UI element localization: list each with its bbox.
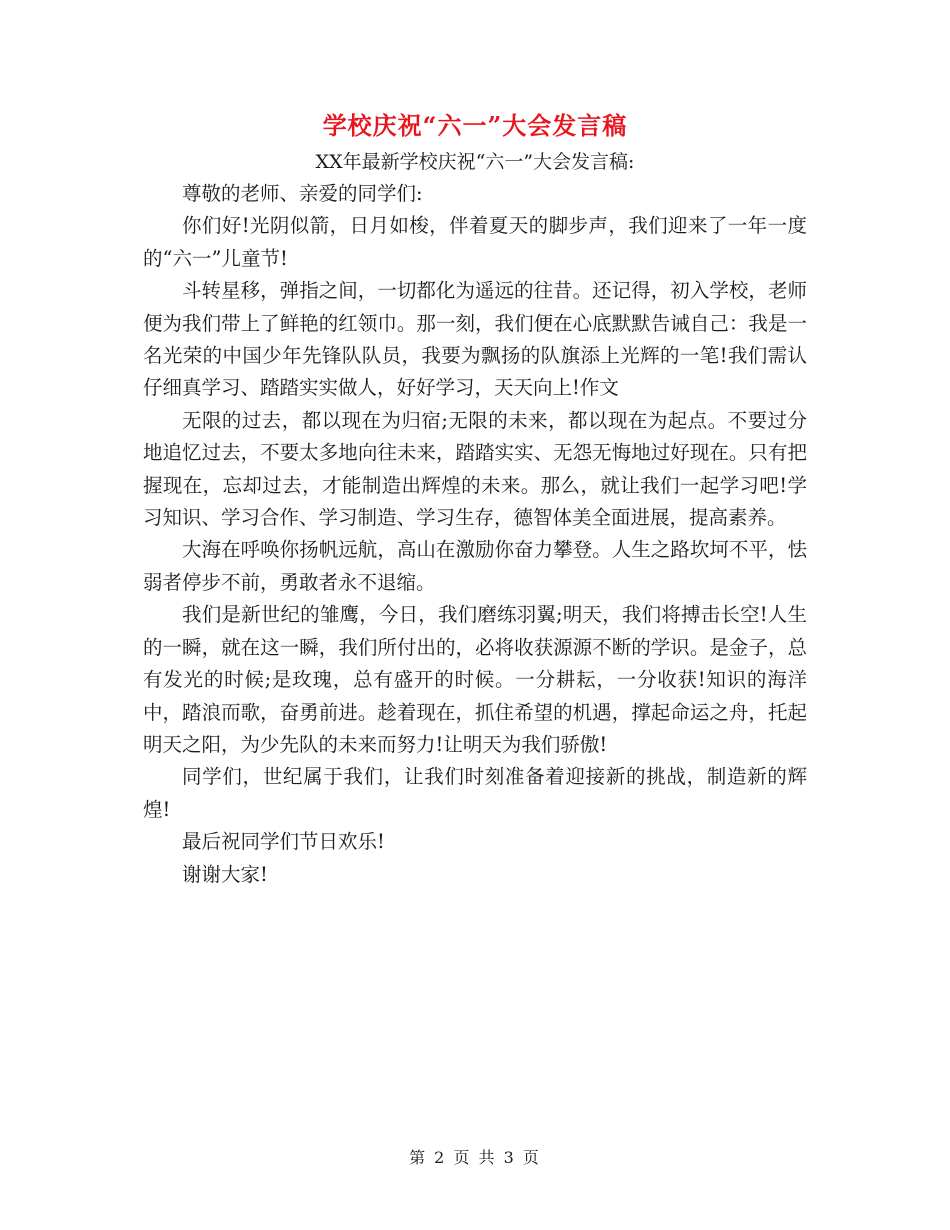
paragraph: 我们是新世纪的雏鹰，今日，我们磨练羽翼;明天，我们将搏击长空!人生的一瞬，就在这一瞬，我们所付出的，必将收获源源不断的学识。是金子，总有发光的时候;是玫瑰，总有盛开的时候。一分耕耘，一分收获!知识的海洋中，踏浪而歌，奋勇前进。趁着现在，抓住希望的机遇，撑起命运之舟，托起明天之阳，为少先队的未来而努力!让明天为我们骄傲!	[143, 603, 807, 756]
page-number-footer: 第 2 页 共 3 页	[409, 1148, 541, 1167]
paragraph: 你们好!光阴似箭，日月如梭，伴着夏天的脚步声，我们迎来了一年一度的“六一”儿童节!	[143, 214, 807, 270]
paragraph: 大海在呼唤你扬帆远航，高山在激励你奋力攀登。人生之路坎坷不平，怯弱者停步不前，勇敢者永不退缩。	[143, 538, 807, 594]
document-body	[143, 178, 807, 891]
document-subtitle: XX年最新学校庆祝“六一”大会发言稿:	[315, 151, 635, 173]
paragraph-greeting: 尊敬的老师、亲爱的同学们:	[182, 182, 423, 205]
paragraph: 无限的过去，都以现在为归宿;无限的未来，都以现在为起点。不要过分地追忆过去，不要太多地向往未来，踏踏实实、无怨无悔地过好现在。只有把握现在，忘却过去，才能制造出辉煌的未来。那么，就让我们一起学习吧!学习知识、学习合作、学习制造、学习生存，德智体美全面进展，提高素养。	[143, 408, 807, 530]
paragraph-closing-wish: 最后祝同学们节日欢乐!	[182, 830, 385, 854]
paragraph: 同学们，世纪属于我们，让我们时刻准备着迎接新的挑战，制造新的辉煌!	[143, 765, 807, 821]
paragraph-thanks: 谢谢大家!	[182, 862, 268, 886]
paragraph: 斗转星移，弹指之间，一切都化为遥远的往昔。还记得，初入学校，老师便为我们带上了鲜艳的红领巾。那一刻，我们便在心底默默告诫自己：我是一名光荣的中国少年先锋队队员，我要为飘扬的队旗添上光辉的一笔!我们需认仔细真学习、踏踏实实做人，好好学习，天天向上!作文	[143, 279, 807, 400]
document-title: 学校庆祝“六一”大会发言稿	[322, 111, 628, 140]
